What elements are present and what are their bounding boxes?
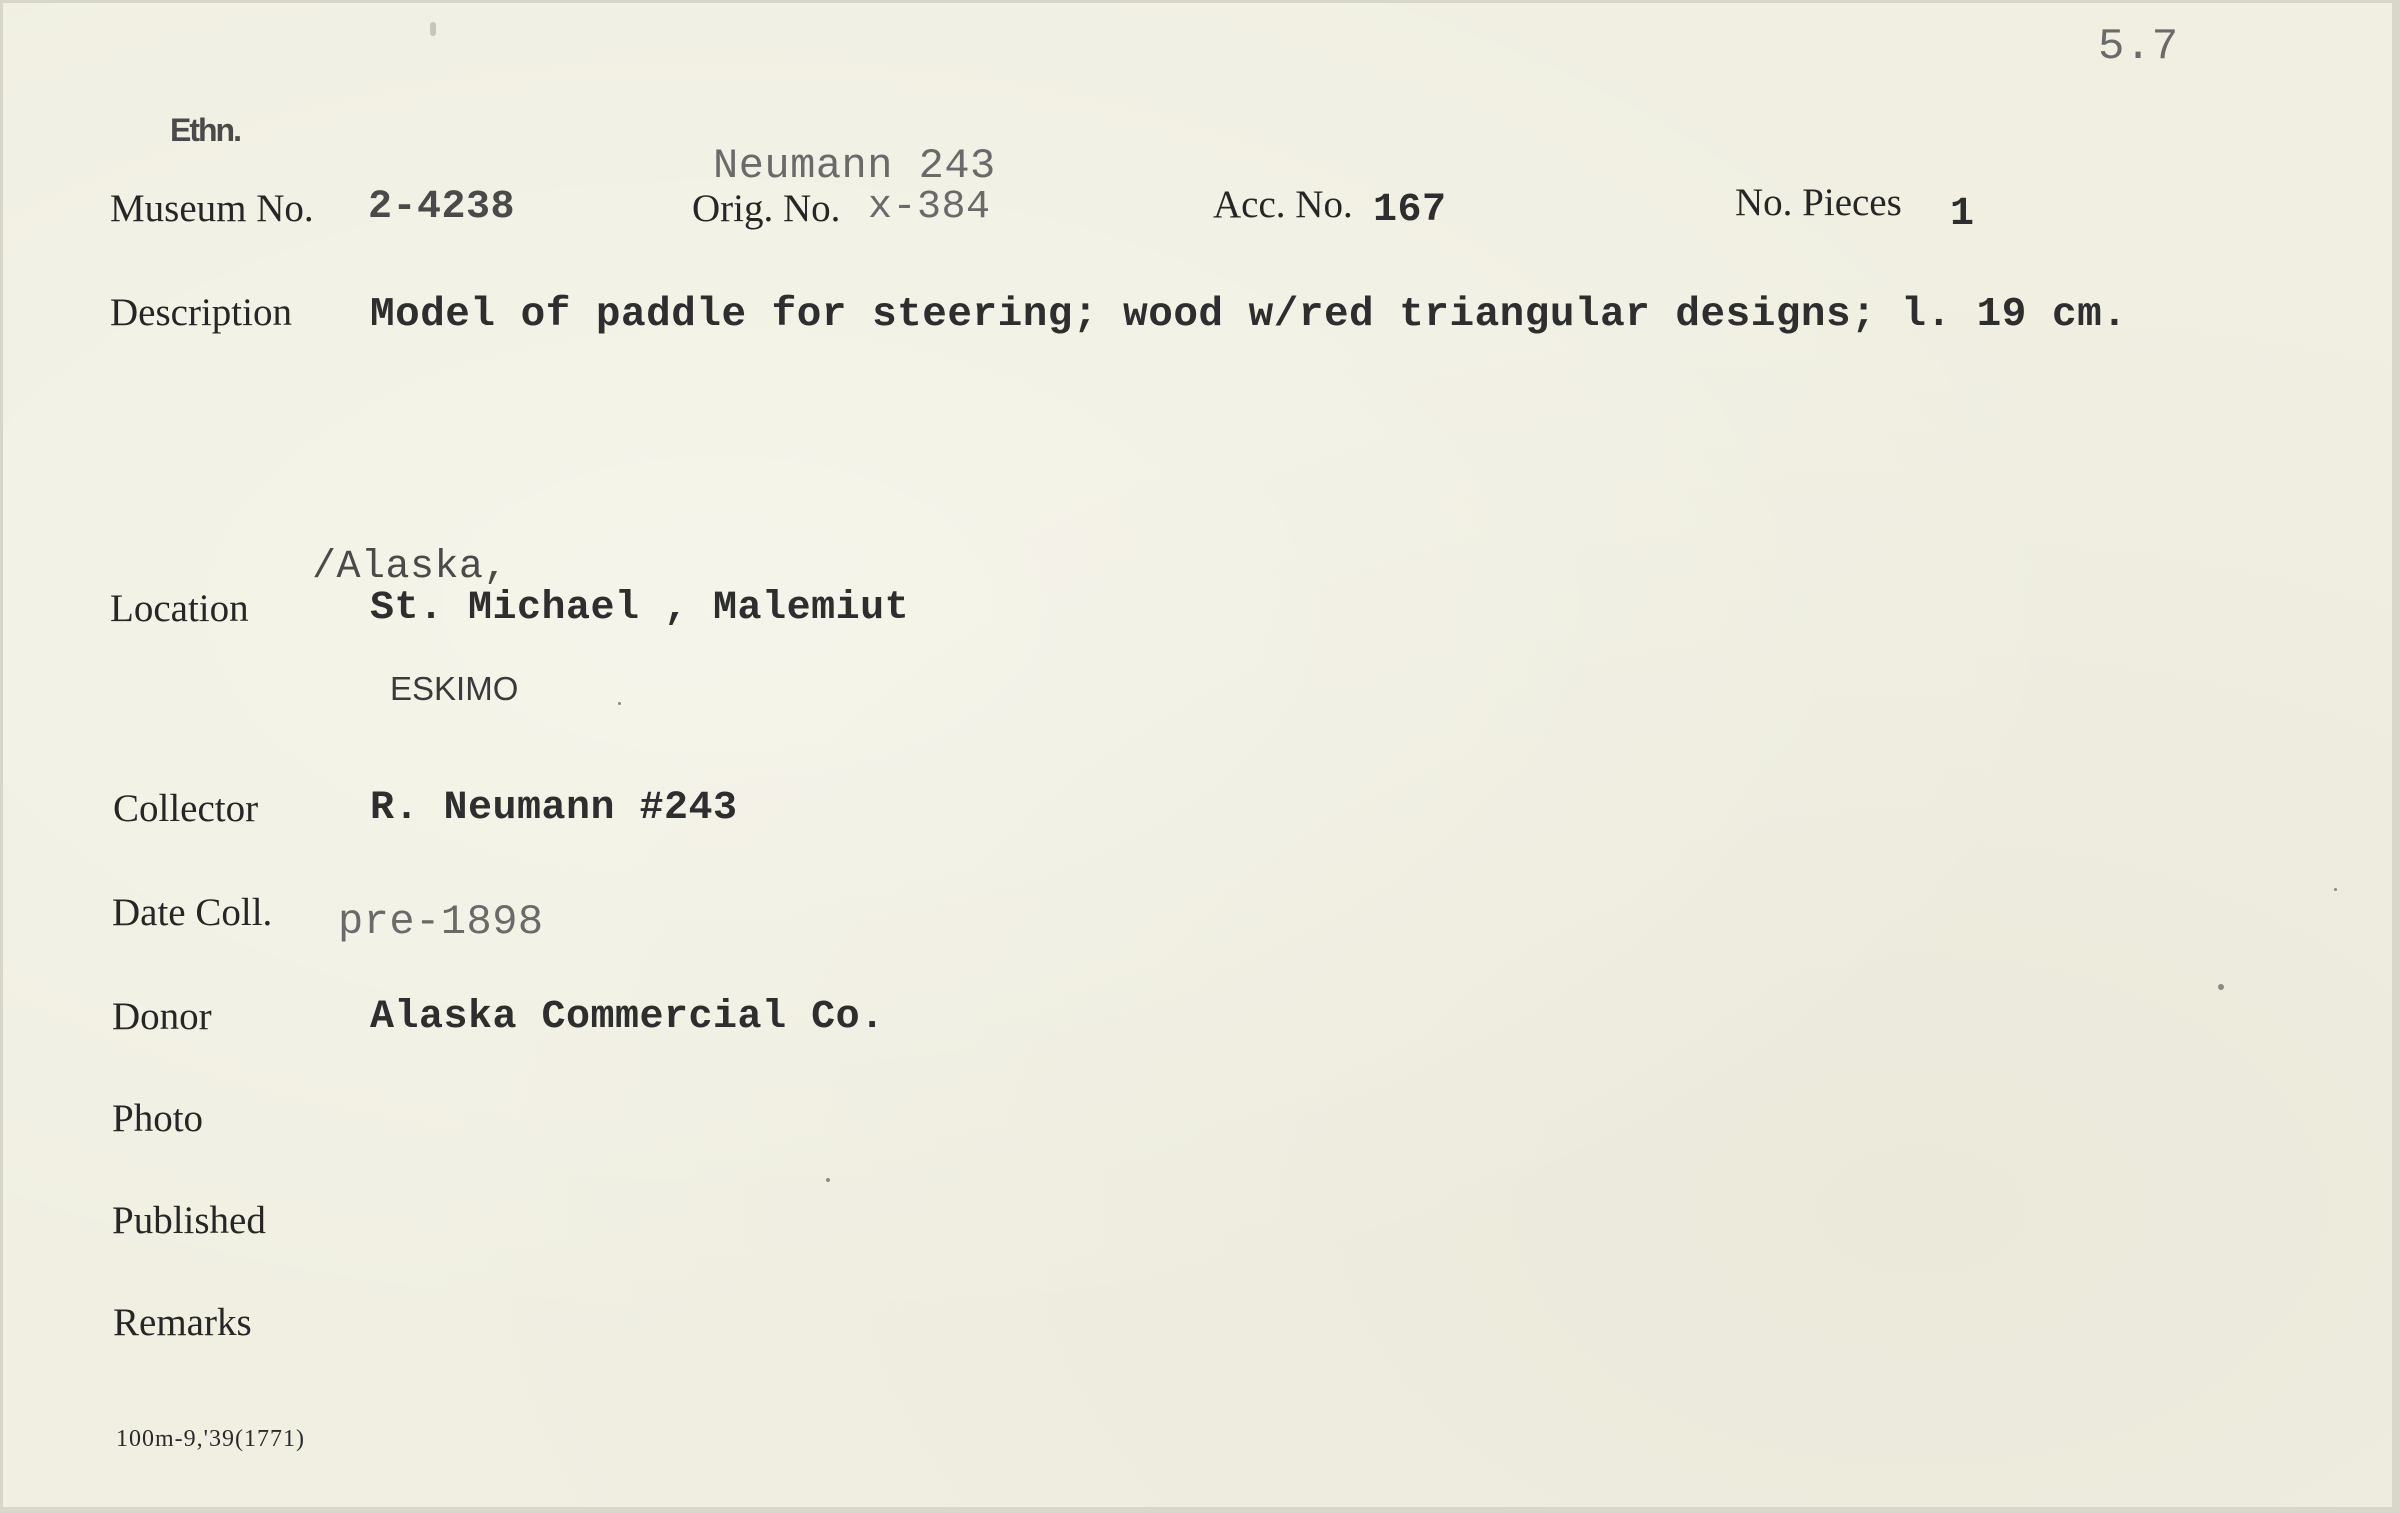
department-stamp: Ethn.: [170, 112, 240, 148]
museum-no-value: 2-4238: [368, 185, 516, 230]
culture-stamp: ESKIMO: [390, 670, 519, 707]
collector-label: Collector: [113, 787, 259, 830]
published-label: Published: [112, 1199, 266, 1242]
collector-value: R. Neumann #243: [370, 786, 738, 831]
orig-no-note: Neumann 243: [713, 142, 996, 190]
form-code: 100m-9,'39(1771): [116, 1426, 305, 1452]
card-edge-bottom: [0, 1507, 2400, 1513]
paper-speck: [2334, 888, 2337, 891]
corner-number: 5.7: [2098, 22, 2179, 72]
description-value: Model of paddle for steering; wood w/red triangular designs; l. 19 cm.: [370, 292, 2128, 338]
museum-no-label: Museum No.: [110, 187, 314, 230]
photo-label: Photo: [112, 1097, 204, 1140]
remarks-label: Remarks: [113, 1301, 252, 1344]
location-label: Location: [110, 587, 249, 630]
location-value: St. Michael , Malemiut: [370, 586, 910, 631]
date-coll-value: pre-1898: [338, 898, 544, 946]
orig-no-label: Orig. No.: [692, 187, 841, 230]
paper-speck: [618, 702, 621, 705]
donor-value: Alaska Commercial Co.: [370, 995, 885, 1040]
location-region: /Alaska,: [312, 545, 509, 590]
paper-speck: [2218, 984, 2224, 990]
paper-speck: [430, 22, 436, 36]
pieces-label: No. Pieces: [1735, 181, 1902, 224]
acc-no-value: 167: [1373, 188, 1447, 233]
card-edge-right: [2392, 0, 2400, 1513]
paper-speck: [826, 1178, 830, 1182]
date-coll-label: Date Coll.: [112, 891, 273, 934]
donor-label: Donor: [112, 995, 212, 1038]
description-label: Description: [110, 291, 292, 334]
pieces-value: 1: [1950, 192, 1975, 237]
acc-no-label: Acc. No.: [1213, 183, 1353, 226]
orig-no-value: x-384: [868, 185, 991, 230]
